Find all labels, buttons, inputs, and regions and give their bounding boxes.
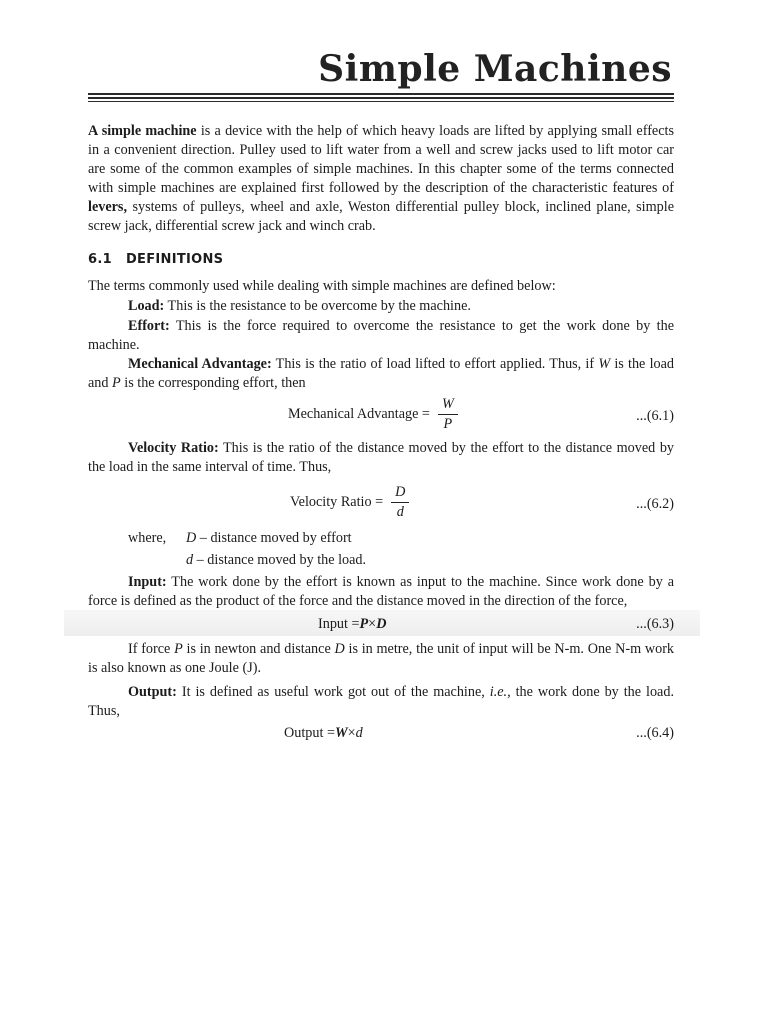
eq3-label: ...(6.3) <box>636 616 674 632</box>
velocity-definition <box>88 439 674 477</box>
where-d-line <box>186 552 366 569</box>
eq2-label: ...(6.2) <box>636 496 674 512</box>
force-D: D <box>334 641 345 657</box>
output-term: Output: <box>128 684 177 700</box>
eq1-lhs: Mechanical Advantage = <box>288 406 430 422</box>
eq1-numerator: W <box>441 396 454 412</box>
output-text1: It is defined as useful work got out of the machine, <box>176 684 490 700</box>
eq1-fraction <box>438 396 458 433</box>
where-D-text: – distance moved by effort <box>196 530 352 546</box>
section-title: DEFINITIONS <box>125 252 224 267</box>
intro-text-end: systems of pulleys, wheel and axle, Weston differential pulley block, inclined plane, simple screw jack, differential screw jack and winch crab. <box>88 199 674 234</box>
fraction-bar <box>438 414 458 415</box>
mech-adv-W: W <box>598 356 611 372</box>
eq2-numerator: D <box>395 484 406 500</box>
load-text: This is the resistance to be overcome by the machine. <box>164 298 471 314</box>
mech-adv-definition <box>88 355 674 393</box>
force-t3: is in metre, the unit of input will be N-m. One N-m work is also known as one Joule (J). <box>88 641 675 676</box>
section-number: 6.1 <box>88 252 112 267</box>
force-t2: is in newton and distance <box>182 641 335 657</box>
where-D: D <box>186 530 197 546</box>
chapter-title: Simple Machines <box>318 48 672 90</box>
input-text: The work done by the effort is known as input to the machine. Since work done by a force is defined as the product of the force and the distance moved in the direction of the force, <box>88 574 674 609</box>
eq3-lhs: Input = <box>318 616 360 632</box>
equation-6-4 <box>88 725 674 745</box>
load-term: Load: <box>128 298 165 314</box>
force-P: P <box>174 641 183 657</box>
load-definition <box>88 297 674 316</box>
output-text2: the work done by the load. Thus, <box>88 684 674 719</box>
eq1-label: ...(6.1) <box>636 408 674 424</box>
equation-6-1 <box>88 396 674 440</box>
intro-levers: levers, <box>88 199 127 215</box>
eq2-lhs: Velocity Ratio = <box>290 494 384 510</box>
intro-text: is a device with the help of which heavy loads are lifted by applying small effects in a convenient direction. Pulley used to lift water from a well and screw jacks used to lift motor car are some of the common examples of simple machines. In this chapter some of the terms connected with simple machines are explained first followed by the description of the characteristic features of <box>88 123 674 196</box>
title-underline <box>88 93 674 102</box>
intro-term: A simple machine <box>88 123 197 139</box>
fraction-bar <box>391 502 409 503</box>
where-d-text: – distance moved by the load. <box>193 552 367 568</box>
rule-line <box>88 101 674 102</box>
definitions-intro: The terms commonly used while dealing with simple machines are defined below: <box>88 278 556 294</box>
input-definition <box>88 573 674 611</box>
eq4-lhs: Output = <box>284 725 335 741</box>
eq4-label: ...(6.4) <box>636 725 674 741</box>
mech-adv-text3: is the corresponding effort, then <box>120 375 306 391</box>
eq3-op: × <box>368 616 377 632</box>
effort-definition <box>88 317 674 355</box>
rule-line <box>88 97 674 99</box>
effort-text: This is the force required to overcome the resistance to get the work done by the machine. <box>88 318 674 353</box>
mech-adv-term: Mechanical Advantage: <box>128 356 272 372</box>
effort-term: Effort: <box>128 318 170 334</box>
eq4-a: W <box>334 725 348 741</box>
eq1-denominator: P <box>443 416 453 432</box>
eq3-a: P <box>359 616 369 632</box>
eq2-denominator: d <box>396 504 404 520</box>
mech-adv-P: P <box>112 375 121 391</box>
eq2-fraction <box>391 484 409 521</box>
output-definition <box>88 683 674 721</box>
mech-adv-text1: This is the ratio of load lifted to effort applied. Thus, if <box>271 356 599 372</box>
output-ie: i.e., <box>489 684 511 700</box>
intro-paragraph <box>88 122 674 236</box>
eq4-op: × <box>347 725 356 741</box>
where-word: where, <box>128 530 167 546</box>
velocity-text: This is the ratio of the distance moved by the effort to the distance moved by the load in the same interval of time. Thus, <box>88 440 675 475</box>
force-paragraph <box>88 640 674 678</box>
rule-line <box>88 93 674 95</box>
eq3-b: D <box>376 616 387 632</box>
equation-6-3 <box>88 616 674 636</box>
input-term: Input: <box>128 574 167 590</box>
velocity-term: Velocity Ratio: <box>128 440 219 456</box>
force-t1: If force <box>128 641 175 657</box>
where-d: d <box>186 552 194 568</box>
where-D-line <box>186 530 352 547</box>
eq4-b: d <box>355 725 363 741</box>
equation-6-2 <box>88 484 674 528</box>
mech-adv-text2: is the load and <box>88 356 674 391</box>
section-heading <box>88 252 223 267</box>
